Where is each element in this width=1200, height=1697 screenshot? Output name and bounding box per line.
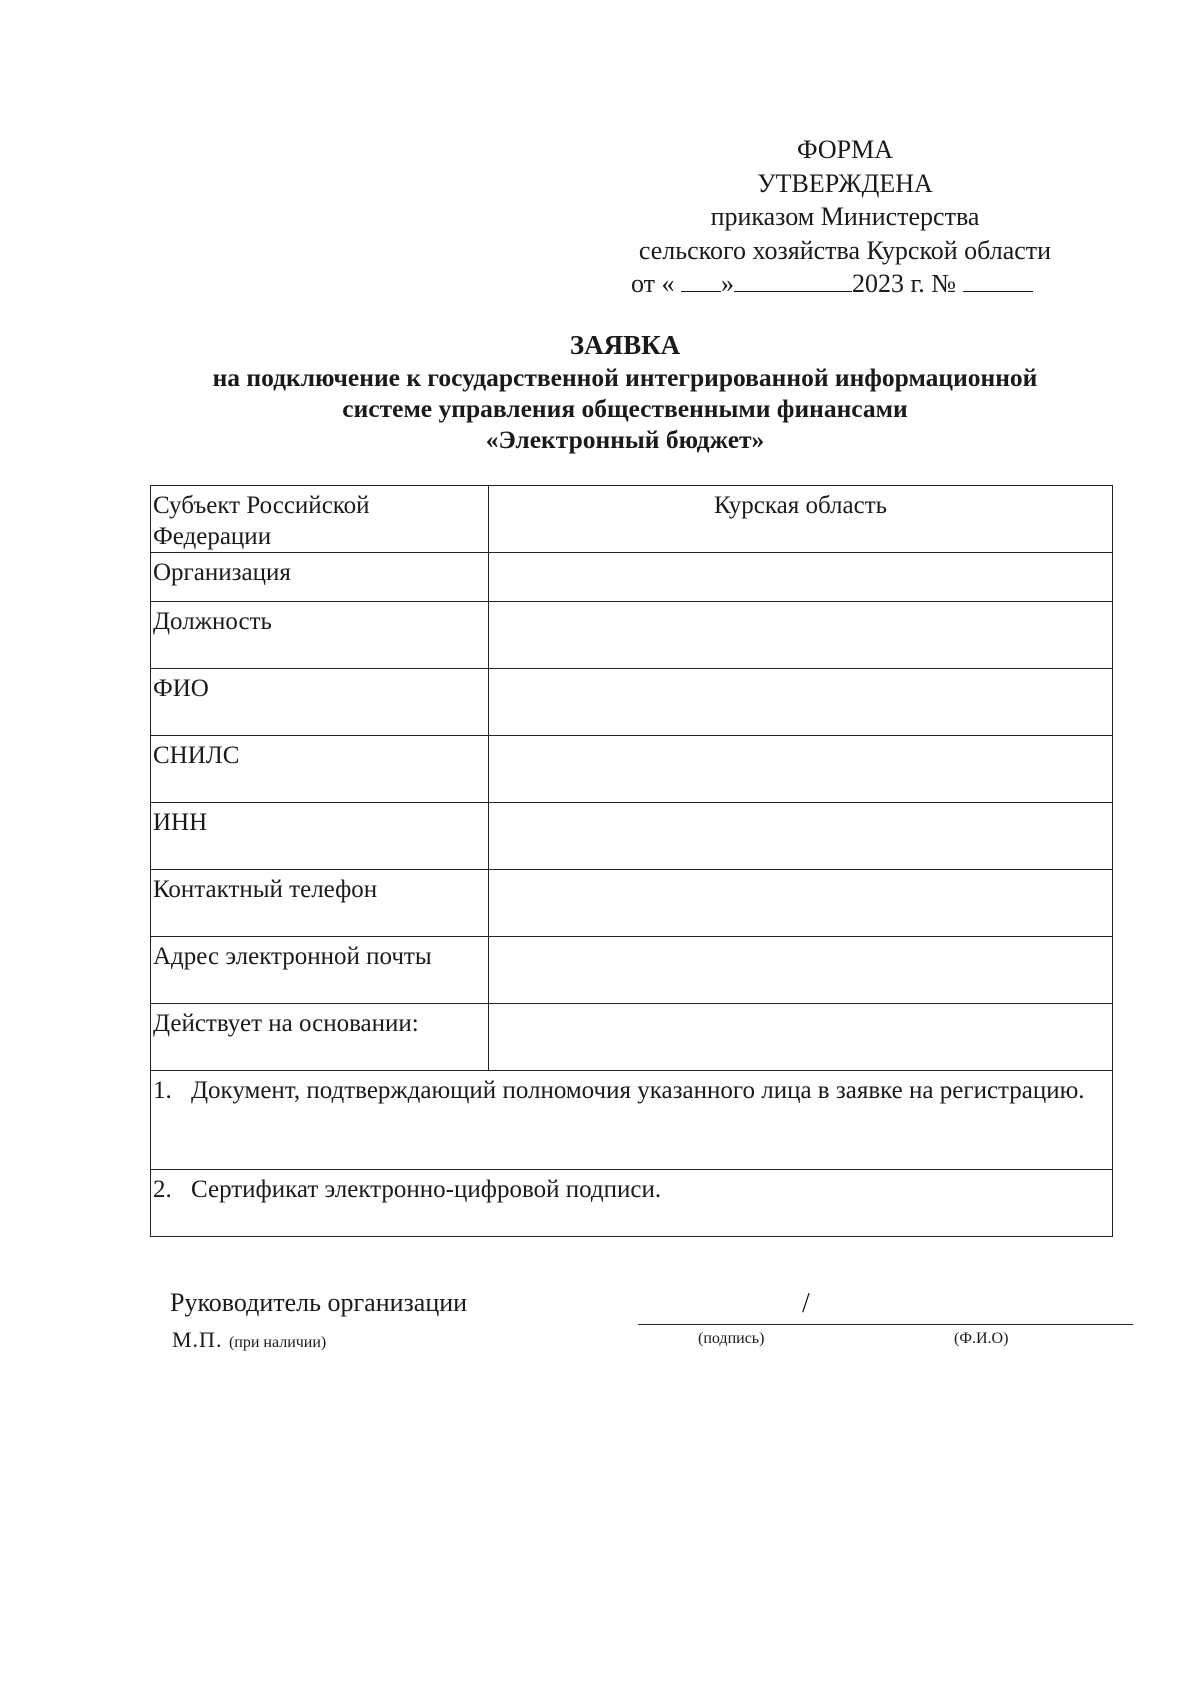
row-label: Действует на основании:: [151, 1004, 489, 1071]
row-value[interactable]: Курская область: [489, 486, 1113, 553]
table-row: [151, 486, 1113, 553]
title-line-1: на подключение к государственной интегрированной информационной: [212, 363, 1038, 392]
table-row: [151, 803, 1113, 870]
table-row: [151, 669, 1113, 736]
approval-ministry-label: сельского хозяйства Курской области: [638, 235, 1052, 265]
table-row: [151, 937, 1113, 1004]
row-value[interactable]: [489, 937, 1113, 1004]
document-item: [151, 1071, 1113, 1170]
title-main: ЗАЯВКА: [569, 330, 681, 360]
document-title: [130, 330, 1120, 455]
seal-place-note: (при наличии): [228, 1334, 327, 1351]
row-value[interactable]: [489, 1004, 1113, 1071]
row-label: Адрес электронной почты: [151, 937, 489, 1004]
document-number: 2.: [153, 1176, 172, 1203]
row-value[interactable]: [489, 736, 1113, 803]
document-item: [151, 1170, 1113, 1237]
approval-approved-label: УТВЕРЖДЕНА: [757, 168, 933, 198]
signature-caption: (подпись): [698, 1330, 765, 1347]
order-number-blank[interactable]: [963, 269, 1033, 292]
seal-place-label: [172, 1327, 326, 1353]
table-row: [151, 553, 1113, 602]
date-year: 2023 г. №: [852, 269, 957, 298]
row-label: Организация: [151, 553, 489, 602]
application-form-table: [150, 485, 1113, 1237]
row-value[interactable]: [489, 553, 1113, 602]
approval-form-label: ФОРМА: [797, 135, 893, 164]
approval-stamp: [600, 133, 1090, 301]
table-row: [151, 602, 1113, 669]
date-prefix: от «: [631, 269, 675, 298]
date-day-blank[interactable]: [681, 269, 721, 292]
approval-date-line: [600, 267, 1090, 301]
name-caption: (Ф.И.О): [954, 1330, 1009, 1347]
document-text: Сертификат электронно-цифровой подписи.: [191, 1176, 662, 1203]
row-label: Контактный телефон: [151, 870, 489, 937]
head-of-organization-label: Руководитель организации: [170, 1288, 468, 1317]
approval-order-label: приказом Министерства: [710, 202, 980, 231]
seal-place-text: М.П.: [172, 1327, 223, 1352]
signature-separator: /: [802, 1288, 810, 1319]
table-row: [151, 736, 1113, 803]
row-value[interactable]: [489, 669, 1113, 736]
date-quote-close: »: [721, 269, 735, 298]
document-text: Документ, подтверждающий полномочия указанного лица в заявке на регистрацию.: [191, 1077, 1085, 1104]
signature-line[interactable]: [638, 1324, 1133, 1325]
row-label: ФИО: [151, 669, 489, 736]
document-row: [151, 1170, 1113, 1237]
date-month-blank[interactable]: [734, 269, 852, 292]
title-line-2: системе управления общественными финансами: [342, 394, 908, 423]
table-row: [151, 1004, 1113, 1071]
row-value[interactable]: [489, 870, 1113, 937]
row-value[interactable]: [489, 803, 1113, 870]
row-label: Субъект Российской Федерации: [151, 486, 489, 553]
table-row: [151, 870, 1113, 937]
document-number: 1.: [153, 1077, 172, 1104]
title-line-3: «Электронный бюджет»: [485, 425, 765, 454]
row-label: Должность: [151, 602, 489, 669]
row-label: СНИЛС: [151, 736, 489, 803]
document-row: [151, 1071, 1113, 1170]
row-label: ИНН: [151, 803, 489, 870]
row-value[interactable]: [489, 602, 1113, 669]
